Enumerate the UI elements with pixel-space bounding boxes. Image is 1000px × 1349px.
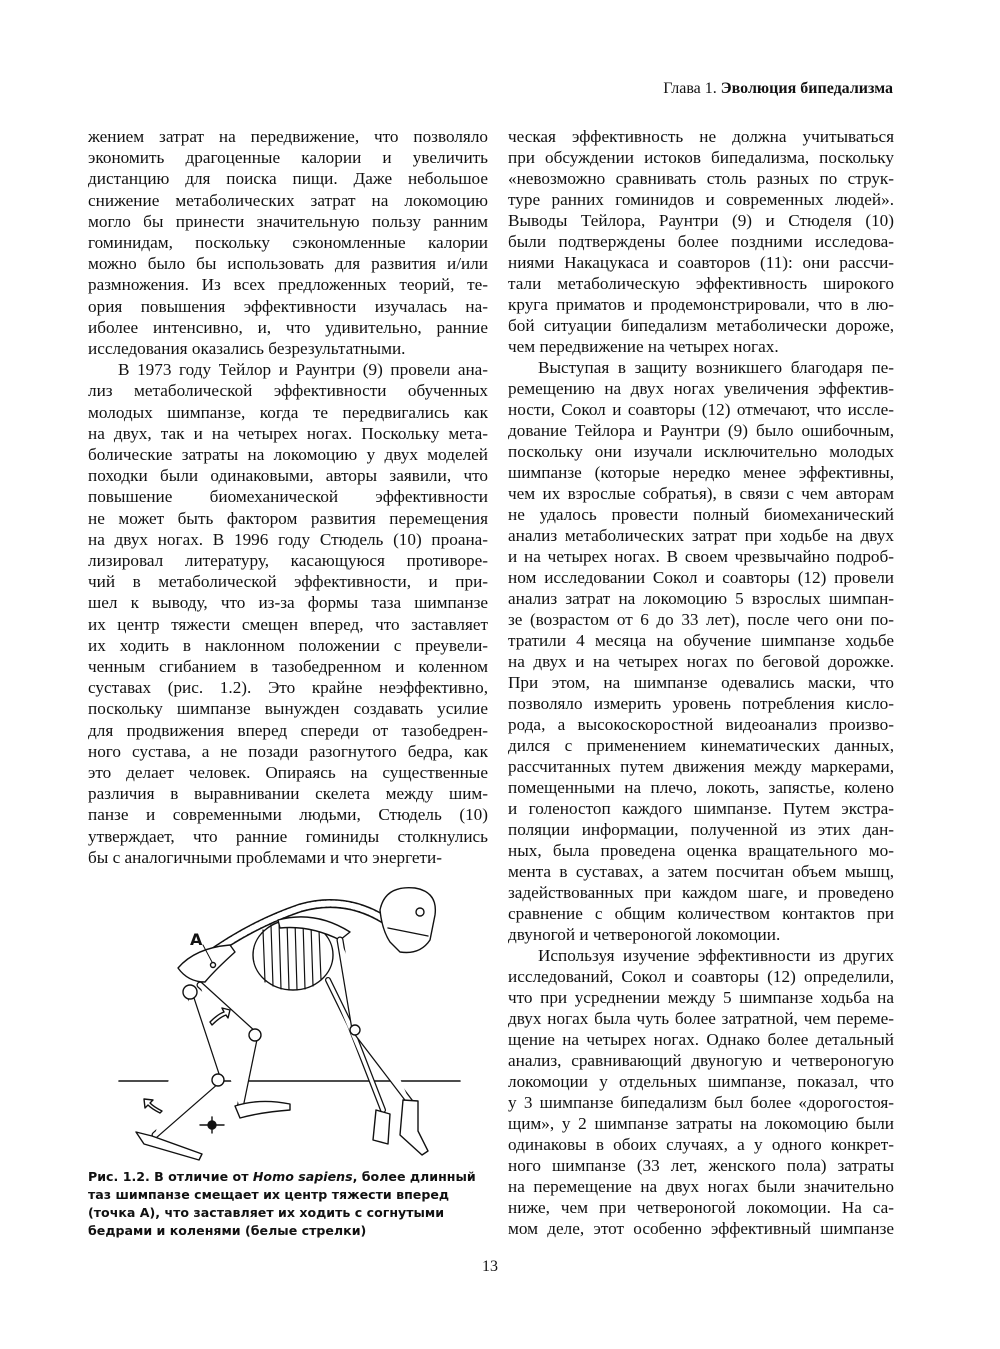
chapter-title: Эволюция бипедализма: [720, 80, 893, 97]
text-line: иболее интенсивно, и, что удивительно, ранние: [88, 317, 488, 337]
text-line: и голеностоп каждого шимпанзе. Путем экстра-: [508, 799, 894, 818]
foot-front: [136, 1132, 202, 1160]
text-line: поляции информации, полученной из этих дан-: [508, 820, 894, 839]
caption-line: (точка А), что заставляет их ходить с согнутыми: [88, 1205, 445, 1220]
skull: [380, 888, 435, 953]
text-line: анализ затрат на локомоцию 5 взрослых шимпан-: [508, 589, 894, 608]
text-line: жением затрат на передвижение, что позволяло: [88, 127, 488, 146]
text-line: двух ногах была чуть более затратной, чем переме-: [508, 1009, 894, 1028]
text-line: рода, а высокоскоростной видеоанализ произво-: [508, 715, 894, 734]
text-line: одинаковы в обоих случаях, а у одного конкрет-: [508, 1135, 894, 1154]
center-of-mass-point: [211, 963, 216, 968]
text-line: ниже, чем при четвероногой локомоции. На са-: [508, 1198, 894, 1217]
text-line: чем передвижение на четырех ногах.: [508, 337, 779, 356]
text-line: у 3 шимпанзе бипедализм был более «дорогостоя-: [508, 1093, 894, 1112]
chapter-number: Глава 1.: [663, 80, 717, 97]
text-line: бой ситуации бипедализм метаболически дороже,: [508, 316, 894, 335]
text-line: щим», у 2 шимпанзе затраты на локомоцию были: [508, 1114, 894, 1133]
text-line: суставах (рис. 1.2). Это крайне неэффективно,: [88, 678, 488, 698]
text-line: молодых шимпанзе, когда те передвигались как: [88, 402, 488, 422]
text-line: на двух, так и на четырех ногах. Поскольку мета-: [88, 423, 488, 443]
text-line: дился с применением кинематических данных,: [508, 736, 894, 755]
text-line: утверждает, что ранние гоминиды столкнулись: [88, 826, 488, 846]
text-line: двуногой и четвероногой локомоции.: [508, 925, 781, 944]
text-line: для продвижения вперед спереди от тазобедрен-: [88, 720, 488, 740]
text-line: на двух ногах. В 1996 году Стюдель (10) проана-: [88, 529, 488, 549]
text-line: «невозможно сравнивать столь разных по струк-: [508, 169, 894, 188]
flexion-arrow-knee-icon: [144, 1099, 162, 1113]
text-line: рассчитанных путем движения между маркерами,: [508, 757, 894, 776]
text-line: походки были одинаковыми, авторы заявили, что: [88, 466, 488, 486]
text-line: В 1973 году Тейлор и Раунтри (9) провели ана-: [118, 360, 488, 380]
text-line: лизировал литературу, касающуюся противоре-: [88, 551, 488, 570]
text-line: могло бы принести значительную пользу ранним: [88, 211, 488, 231]
text-line: на двух и на четырех ногах по беговой дорожке.: [508, 652, 894, 671]
text-line: дование Тейлора и Раунтри (9) было ошибочным,: [508, 421, 894, 440]
text-line: ного шимпанзе (33 лет, женского пола) затраты: [508, 1156, 894, 1175]
text-line: ченным сгибанием в тазобедренном и коленном: [88, 657, 488, 676]
text-line: При этом, на шимпанзе одевались маски, что: [508, 673, 894, 692]
text-line: ория повышения эффективности изучалась на-: [88, 296, 488, 316]
hand-front: [400, 1100, 428, 1155]
text-line: ниями Накацукаса и соавторов (11): они рассчи-: [508, 253, 894, 272]
caption-text: Рис. 1.2. В отличие от: [88, 1169, 253, 1184]
text-line: дистанцию для поиска пищи. Даже небольшое: [88, 169, 488, 189]
text-line: локомоции у отдельных шимпанзе, показал, что: [508, 1072, 894, 1091]
text-line: снижение метаболических затрат на локомоцию: [88, 190, 488, 210]
foot-back: [235, 1101, 290, 1118]
text-line: их центр тяжести смещен вперед, что заставляет: [88, 614, 488, 634]
caption-line: бедрами и коленями (белые стрелки): [88, 1223, 367, 1238]
hand-back: [373, 1110, 390, 1144]
text-line: зе (возрастом от 6 до 33 лет), после чего они по-: [508, 610, 894, 629]
text-line: задействованных при каждом шаге, и проведено: [508, 883, 894, 902]
text-line: помещенными на плечо, локоть, запястье, колено: [508, 778, 894, 797]
text-line: не удалось провести полный биомеханический: [508, 505, 894, 524]
text-line: болические затраты на локомоцию у двух моделей: [88, 445, 488, 464]
text-line: ных, была проведена оценка вращательного мо-: [508, 841, 894, 860]
text-line: шел к выводу, что из-за формы таза шимпанзе: [88, 593, 488, 613]
text-line: чем их взрослые собратья), в связи с чем авторам: [508, 484, 894, 503]
text-line: сравнение с общим количеством контактов при: [508, 904, 894, 923]
text-line: мента в суставах, а затем посчитан объем мышц,: [508, 862, 894, 881]
caption-species: Homo sapiens: [252, 1169, 353, 1184]
running-header: [663, 80, 893, 98]
text-line: их ходить в наклонном положении с преувели-: [88, 635, 488, 655]
text-line: гоминидам, поскольку сэкономленные калории: [88, 233, 488, 252]
text-line: ческая эффективность не должна учитываться: [508, 127, 894, 146]
chimp-skeleton-figure: [100, 870, 480, 1170]
text-line: шимпанзе (которые нередко менее эффективны,: [508, 463, 894, 482]
point-a-label: A: [190, 930, 203, 949]
text-line: экономить драгоценные калории и увеличить: [88, 148, 488, 168]
text-line: Выступая в защиту возникшего благодаря пе-: [538, 358, 894, 377]
text-line: круга приматов и продемонстрировали, что в лю-: [508, 295, 894, 314]
text-line: тратили 4 месяца на обучение шимпанзе ходьбе: [508, 631, 894, 650]
text-line: лиз метаболической эффективности обученных: [88, 381, 488, 401]
text-line: анализ метаболических затрат при ходьбе на двух: [508, 526, 894, 545]
text-line: анализ, сравнивающий двуногую и четвероногую: [508, 1051, 894, 1070]
caption-line: таз шимпанзе смещает их центр тяжести вперед: [88, 1187, 450, 1202]
text-line: туре ранних гоминидов и современных людей».: [508, 190, 894, 209]
text-line: ном исследовании Сокол и соавторы (12) провели: [508, 568, 894, 587]
text-line: ного сустава, а не позади разогнутого бедра, как: [88, 741, 488, 761]
text-line: не может быть фактором развития перемещения: [88, 508, 488, 528]
text-line: это делает человек. Опираясь на существенные: [88, 763, 488, 782]
text-line: при обсуждении истоков бипедализма, поскольку: [508, 148, 894, 167]
text-line: и на четырех ногах. В своем чрезвычайно подроб-: [508, 547, 894, 566]
page-number: 13: [482, 1258, 498, 1275]
text-line: поскольку шимпанзе вынужден создавать усилие: [88, 699, 488, 719]
text-line: Используя изучение эффективности из других: [538, 946, 894, 965]
text-line: тали метаболическую эффективность широкого: [508, 274, 894, 293]
text-line: были подтверждены более поздними исследова-: [508, 232, 894, 251]
text-line: ремещению на двух ногах увеличения эффектив-: [508, 379, 894, 398]
text-line: что при усреднении между 5 шимпанзе ходьба на: [508, 988, 894, 1007]
text-line: размножения. Из всех предложенных теорий, те-: [88, 275, 488, 295]
center-of-gravity-crosshair-icon: [200, 1117, 224, 1133]
figure-caption: [88, 1168, 488, 1240]
text-line: щение на четырех ногах. Однако более детальный: [508, 1030, 894, 1049]
caption-text: , более длинный: [352, 1169, 476, 1184]
text-line: повышение биомеханической эффективности: [88, 487, 488, 507]
text-line: мом деле, этот особенно эффективный шимпанзе: [508, 1219, 894, 1238]
text-line: бы с аналогичными проблемами и что энергети-: [88, 847, 442, 867]
text-line: чий в метаболической эффективности, и при-: [88, 572, 488, 592]
text-line: исследований, Сокол и соавторы (12) определили,: [508, 967, 894, 986]
text-line: ности, Сокол и соавторы (12) отмечают, что иссле-: [508, 400, 894, 419]
text-line: различия в выравнивании скелета между шим-: [88, 784, 488, 804]
text-line: Выводы Тейлора, Раунтри (9) и Стюделя (10): [508, 211, 894, 230]
text-line: панзе и современными людьми, Стюдель (10): [88, 805, 488, 825]
text-line: исследования оказались безрезультатными.: [88, 339, 406, 358]
text-line: можно было бы использовать для развития и/или: [88, 254, 488, 274]
text-line: поскольку они изучали исключительно молодых: [508, 442, 894, 461]
text-line: позволяло измерить уровень потребления кисло-: [508, 694, 894, 713]
text-line: на перемещение на двух ногах были значительно: [508, 1177, 894, 1196]
